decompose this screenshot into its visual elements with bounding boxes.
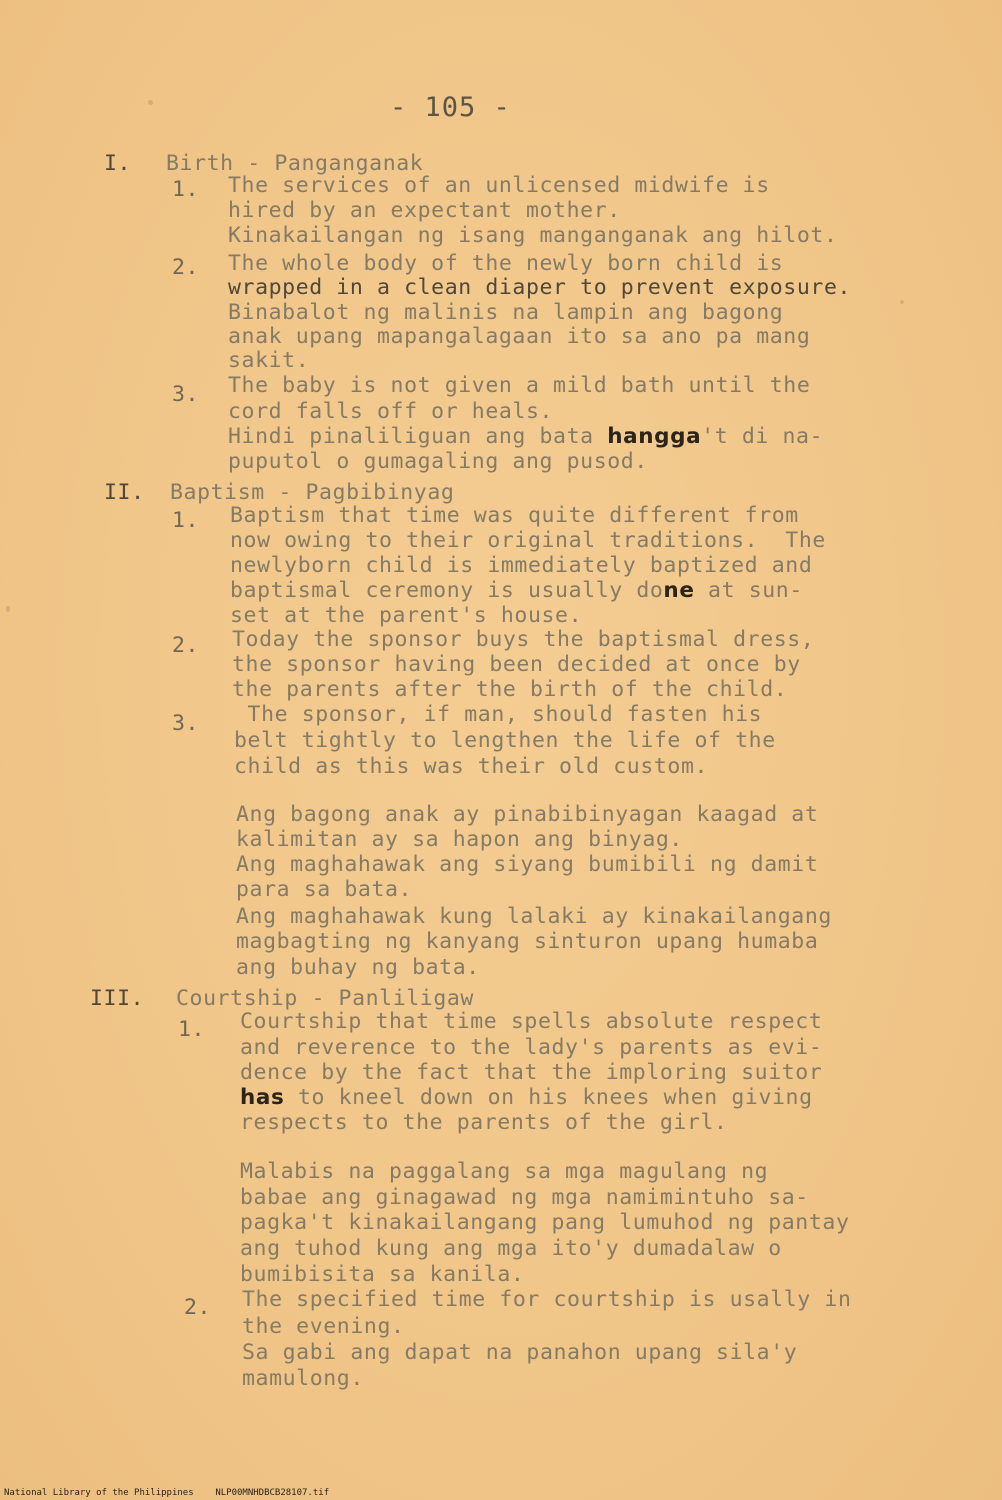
- text-line: Courtship that time spells absolute respect: [240, 1009, 823, 1034]
- text-line: respects to the parents of the girl.: [240, 1110, 728, 1135]
- handwritten-correction: hangga: [607, 424, 702, 449]
- text-line: cord falls off or heals.: [228, 399, 554, 424]
- text-line: puputol o gumagaling ang pusod.: [228, 449, 648, 474]
- text-line: kalimitan ay sa hapon ang binyag.: [236, 827, 683, 852]
- text-line: newlyborn child is immediately baptized and: [230, 553, 813, 578]
- item-number: 1.: [172, 508, 200, 533]
- text-line: [228, 425, 823, 449]
- text-line: pagka't kinakailangang pang lumuhod ng pantay: [240, 1210, 850, 1235]
- text-line: The whole body of the newly born child is: [228, 251, 784, 276]
- text-line: Ang maghahawak kung lalaki ay kinakailangang: [236, 904, 832, 929]
- text-line: Kinakailangan ng isang manganganak ang hilot.: [228, 223, 838, 248]
- section-numeral: II.: [104, 480, 145, 505]
- section-heading: Courtship - Panliligaw: [176, 986, 474, 1011]
- text-line: the parents after the birth of the child.: [232, 677, 788, 702]
- paper-speck: [900, 300, 904, 304]
- text-line: Today the sponsor buys the baptismal dress,: [232, 627, 815, 652]
- text-line: Malabis na paggalang sa mga magulang ng: [240, 1159, 769, 1184]
- typed-fragment: to kneel down on his knees when giving: [284, 1085, 813, 1110]
- text-line: The sponsor, if man, should fasten his: [234, 702, 763, 727]
- paper-speck: [148, 100, 153, 105]
- typed-fragment: baptismal ceremony is usually do: [230, 578, 664, 603]
- item-number: 2.: [172, 633, 200, 658]
- item-number: 2.: [184, 1295, 212, 1320]
- text-line: ang buhay ng bata.: [236, 955, 480, 980]
- text-line: para sa bata.: [236, 877, 413, 902]
- paper-speck: [6, 606, 10, 612]
- section-heading: Birth - Panganganak: [166, 151, 424, 176]
- scan-footer: National Library of the Philippines NLP00MNHDBCB28107.tif: [4, 1488, 330, 1498]
- text-line: hired by an expectant mother.: [228, 198, 621, 223]
- text-line: belt tightly to lengthen the life of the: [234, 728, 776, 753]
- handwritten-correction: ne: [663, 578, 695, 603]
- text-line: and reverence to the lady's parents as evi-: [240, 1035, 823, 1060]
- text-line: wrapped in a clean diaper to prevent exposure.: [228, 275, 852, 300]
- text-line: The specified time for courtship is usally in: [242, 1287, 852, 1312]
- text-line: Binabalot ng malinis na lampin ang bagong: [228, 300, 784, 325]
- text-line: [230, 579, 803, 603]
- text-line: Sa gabi ang dapat na panahon upang sila'y: [242, 1340, 798, 1365]
- text-line: the sponsor having been decided at once by: [232, 652, 801, 677]
- text-line: Ang bagong anak ay pinabibinyagan kaagad at: [236, 802, 819, 827]
- text-line: The services of an unlicensed midwife is: [228, 173, 770, 198]
- text-line: dence by the fact that the imploring suitor: [240, 1060, 823, 1085]
- section-heading: Baptism - Pagbibinyag: [170, 480, 455, 505]
- typed-fragment: Hindi pinaliliguan ang bata: [228, 424, 608, 449]
- item-number: 1.: [172, 177, 200, 202]
- section-numeral: III.: [90, 986, 145, 1011]
- item-number: 3.: [172, 382, 200, 407]
- text-line: bumibisita sa kanila.: [240, 1262, 525, 1287]
- text-line: mamulong.: [242, 1366, 364, 1391]
- item-number: 2.: [172, 255, 200, 280]
- handwritten-correction: has: [240, 1085, 285, 1110]
- text-line: [240, 1086, 813, 1110]
- text-line: anak upang mapangalagaan ito sa ano pa mang: [228, 324, 811, 349]
- text-line: Ang maghahawak ang siyang bumibili ng damit: [236, 852, 819, 877]
- text-line: ang tuhod kung ang mga ito'y dumadalaw o: [240, 1236, 782, 1261]
- text-line: The baby is not given a mild bath until the: [228, 373, 811, 398]
- text-line: magbagting ng kanyang sinturon upang humaba: [236, 929, 819, 954]
- text-line: set at the parent's house.: [230, 603, 583, 628]
- text-line: the evening.: [242, 1314, 405, 1339]
- text-line: child as this was their old custom.: [234, 754, 709, 779]
- item-number: 3.: [172, 711, 200, 736]
- page-number: - 105 -: [390, 92, 511, 123]
- typed-fragment: 't di na-: [701, 424, 824, 449]
- text-line: now owing to their original traditions. The: [230, 528, 826, 553]
- item-number: 1.: [178, 1017, 206, 1042]
- text-line: Baptism that time was quite different from: [230, 503, 799, 528]
- typed-fragment: at sun-: [694, 578, 803, 603]
- section-numeral: I.: [104, 151, 132, 176]
- text-line: babae ang ginagawad ng mga namimintuho sa-: [240, 1185, 809, 1210]
- text-line: sakit.: [228, 348, 310, 373]
